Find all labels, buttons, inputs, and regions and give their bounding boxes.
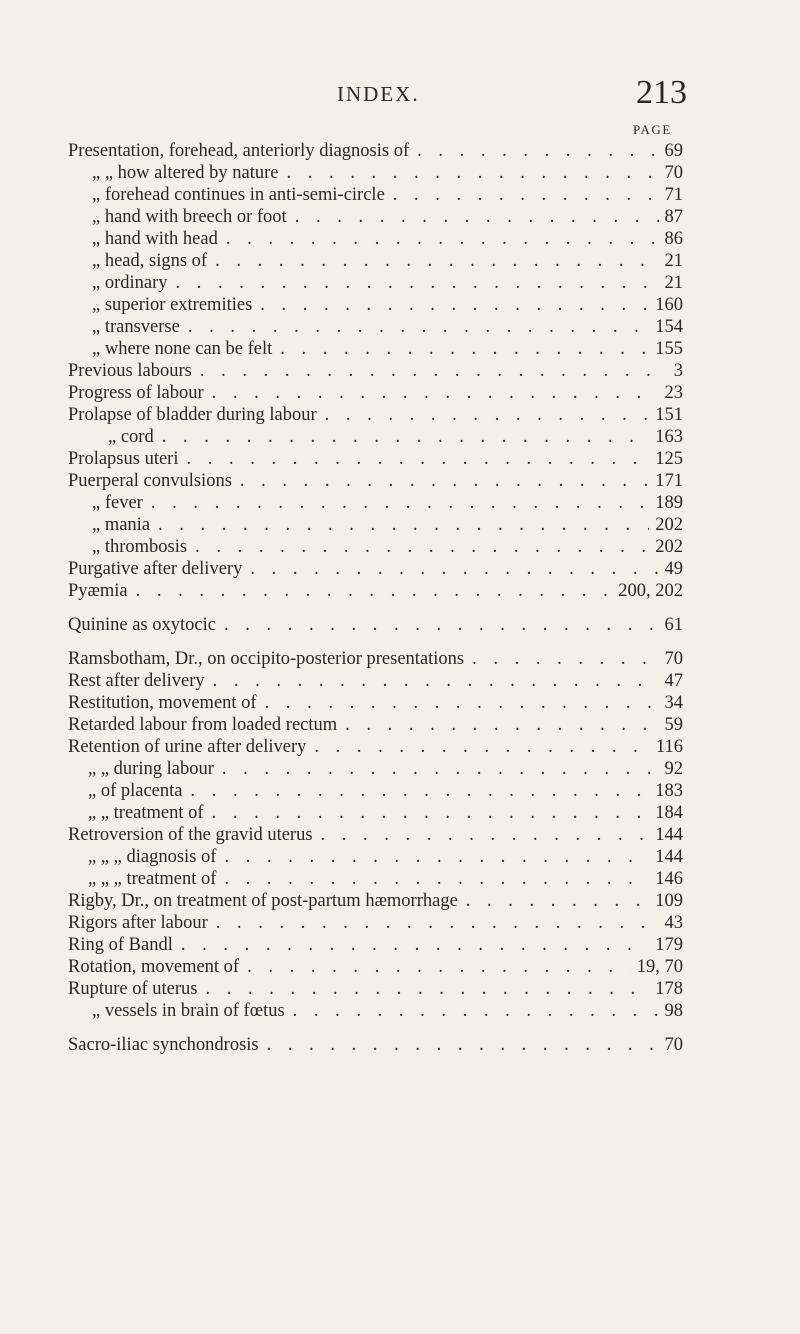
entry-label: Rigors after labour	[68, 913, 208, 933]
leader-dots	[204, 382, 659, 404]
index-entry	[68, 162, 683, 184]
entry-label: „ transverse	[92, 317, 180, 337]
entry-page: 69	[664, 141, 683, 161]
index-entry	[68, 824, 683, 846]
entry-page: 92	[664, 759, 683, 779]
leader-dots	[207, 250, 658, 272]
entry-label: Prolapsus uteri	[68, 449, 179, 469]
entry-page: 86	[664, 229, 683, 249]
entry-page: 151	[655, 405, 683, 425]
index-entry	[68, 802, 683, 824]
index-entries	[68, 140, 683, 1056]
leader-dots	[205, 670, 659, 692]
entry-page: 154	[655, 317, 683, 337]
leader-dots	[214, 758, 659, 780]
index-entry	[68, 780, 683, 802]
leader-dots	[239, 956, 631, 978]
entry-page: 109	[655, 891, 683, 911]
entry-label: „ thrombosis	[92, 537, 188, 557]
entry-label: Restitution, movement of	[68, 693, 257, 713]
index-entry	[68, 338, 683, 360]
index-entry	[68, 912, 683, 934]
index-entry	[68, 184, 683, 206]
leader-dots	[178, 448, 649, 470]
entry-label: „ „ „ treatment of	[88, 869, 217, 889]
index-entry	[68, 448, 683, 470]
index-entry	[68, 558, 683, 580]
leader-dots	[257, 692, 659, 714]
index-entry	[68, 890, 683, 912]
leader-dots	[272, 338, 649, 360]
entry-label: „ „ treatment of	[88, 803, 204, 823]
entry-page: 116	[655, 737, 683, 757]
entry-label: Quinine as oxytocic	[68, 615, 216, 635]
leader-dots	[128, 580, 613, 602]
index-entry	[68, 614, 683, 636]
entry-label: „ hand with head	[92, 229, 218, 249]
index-entry	[68, 736, 683, 758]
index-entry	[68, 206, 683, 228]
leader-dots	[204, 802, 650, 824]
leader-dots	[216, 614, 659, 636]
entry-page: 160	[655, 295, 683, 315]
leader-dots	[287, 206, 659, 228]
index-entry	[68, 714, 683, 736]
entry-page: 179	[655, 935, 683, 955]
entry-label: Previous labours	[68, 361, 192, 381]
leader-dots	[317, 404, 650, 426]
index-entry	[68, 470, 683, 492]
entry-label: Sacro-iliac synchondrosis	[68, 1035, 259, 1055]
leader-dots	[192, 360, 668, 382]
entry-page: 189	[655, 493, 683, 513]
index-entry	[68, 868, 683, 890]
leader-dots	[173, 934, 649, 956]
index-entry	[68, 956, 683, 978]
entry-page: 202	[655, 515, 683, 535]
entry-page: 34	[664, 693, 683, 713]
leader-dots	[143, 492, 649, 514]
leader-dots	[216, 846, 649, 868]
entry-page: 70	[664, 1035, 683, 1055]
leader-dots	[458, 890, 649, 912]
entry-page: 49	[664, 559, 683, 579]
leader-dots	[216, 868, 649, 890]
entry-label: Rigby, Dr., on treatment of post-partum hæmorrhage	[68, 891, 458, 911]
entry-label: „ hand with breech or foot	[92, 207, 287, 227]
entry-page: 163	[655, 427, 683, 447]
entry-label: Ramsbotham, Dr., on occipito-posterior presentations	[68, 649, 465, 669]
entry-page: 144	[655, 825, 683, 845]
entry-page: 43	[664, 913, 683, 933]
leader-dots	[337, 714, 658, 736]
entry-label: „ head, signs of	[92, 251, 208, 271]
index-entry	[68, 648, 683, 670]
entry-label: Purgative after delivery	[68, 559, 243, 579]
entry-label: „ superior extremities	[92, 295, 253, 315]
leader-dots	[409, 140, 658, 162]
page-column-heading: PAGE	[633, 122, 672, 137]
entry-page: 155	[655, 339, 683, 359]
entry-page: 70	[664, 649, 683, 669]
index-entry	[68, 272, 683, 294]
entry-label: „ where none can be felt	[92, 339, 273, 359]
index-entry	[68, 934, 683, 956]
leader-dots	[313, 824, 650, 846]
index-entry	[68, 316, 683, 338]
entry-label: „ „ „ diagnosis of	[88, 847, 217, 867]
leader-dots	[385, 184, 659, 206]
leader-dots	[150, 514, 649, 536]
entry-page: 146	[655, 869, 683, 889]
index-entry	[68, 1000, 683, 1022]
entry-page: 21	[664, 273, 683, 293]
entry-label: „ ordinary	[92, 273, 168, 293]
entry-label: „ cord	[108, 427, 154, 447]
entry-label: Retarded labour from loaded rectum	[68, 715, 338, 735]
entry-label: Presentation, forehead, anteriorly diagnosis of	[68, 141, 410, 161]
entry-page: 98	[664, 1001, 683, 1021]
index-entry	[68, 692, 683, 714]
index-entry	[68, 140, 683, 162]
entry-label: Puerperal convulsions	[68, 471, 232, 491]
index-entry	[68, 1034, 683, 1056]
index-entry	[68, 426, 683, 448]
leader-dots	[168, 272, 659, 294]
page-number: 213	[636, 74, 687, 111]
leader-dots	[278, 162, 658, 184]
leader-dots	[187, 536, 649, 558]
entry-page: 200, 202	[618, 581, 683, 601]
index-entry	[68, 250, 683, 272]
index-entry	[68, 580, 683, 602]
index-entry	[68, 404, 683, 426]
leader-dots	[154, 426, 650, 448]
entry-page: 183	[655, 781, 683, 801]
entry-page: 59	[664, 715, 683, 735]
entry-label: „ „ how altered by nature	[92, 163, 279, 183]
index-entry	[68, 846, 683, 868]
leader-dots	[180, 316, 649, 338]
entry-page: 3	[673, 361, 683, 381]
entry-label: Ring of Bandl	[68, 935, 173, 955]
entry-label: Rotation, movement of	[68, 957, 240, 977]
leader-dots	[197, 978, 649, 1000]
index-entry	[68, 670, 683, 692]
leader-dots	[218, 228, 659, 250]
entry-label: Prolapse of bladder during labour	[68, 405, 317, 425]
entry-page: 184	[655, 803, 683, 823]
index-entry	[68, 492, 683, 514]
entry-page: 70	[664, 163, 683, 183]
entry-label: Rest after delivery	[68, 671, 205, 691]
entry-label: „ forehead continues in anti-semi-circle	[92, 185, 385, 205]
entry-page: 144	[655, 847, 683, 867]
index-entry	[68, 228, 683, 250]
index-entry	[68, 514, 683, 536]
entry-label: „ „ during labour	[88, 759, 214, 779]
entry-page: 21	[664, 251, 683, 271]
entry-page: 87	[664, 207, 683, 227]
index-entry	[68, 360, 683, 382]
entry-page: 47	[664, 671, 683, 691]
index-entry	[68, 758, 683, 780]
index-entry	[68, 978, 683, 1000]
running-title: INDEX.	[337, 82, 420, 106]
index-entry	[68, 382, 683, 404]
entry-page: 171	[655, 471, 683, 491]
index-entry	[68, 294, 683, 316]
entry-label: Retention of urine after delivery	[68, 737, 307, 757]
entry-label: „ mania	[92, 515, 151, 535]
entry-page: 61	[664, 615, 683, 635]
entry-page: 125	[655, 449, 683, 469]
entry-label: „ fever	[92, 493, 143, 513]
leader-dots	[183, 780, 650, 802]
leader-dots	[285, 1000, 659, 1022]
entry-label: „ of placenta	[88, 781, 183, 801]
entry-page: 178	[655, 979, 683, 999]
leader-dots	[208, 912, 659, 934]
entry-label: Rupture of uterus	[68, 979, 198, 999]
entry-page: 202	[655, 537, 683, 557]
leader-dots	[464, 648, 658, 670]
index-entry	[68, 536, 683, 558]
entry-page: 71	[664, 185, 683, 205]
leader-dots	[252, 294, 649, 316]
entry-label: „ vessels in brain of fœtus	[92, 1001, 285, 1021]
leader-dots	[306, 736, 650, 758]
leader-dots	[232, 470, 649, 492]
entry-page: 19, 70	[636, 957, 683, 977]
leader-dots	[242, 558, 658, 580]
entry-label: Progress of labour	[68, 383, 204, 403]
entry-page: 23	[664, 383, 683, 403]
entry-label: Pyæmia	[68, 581, 128, 601]
page-header	[0, 72, 800, 116]
leader-dots	[259, 1034, 659, 1056]
entry-label: Retroversion of the gravid uterus	[68, 825, 313, 845]
